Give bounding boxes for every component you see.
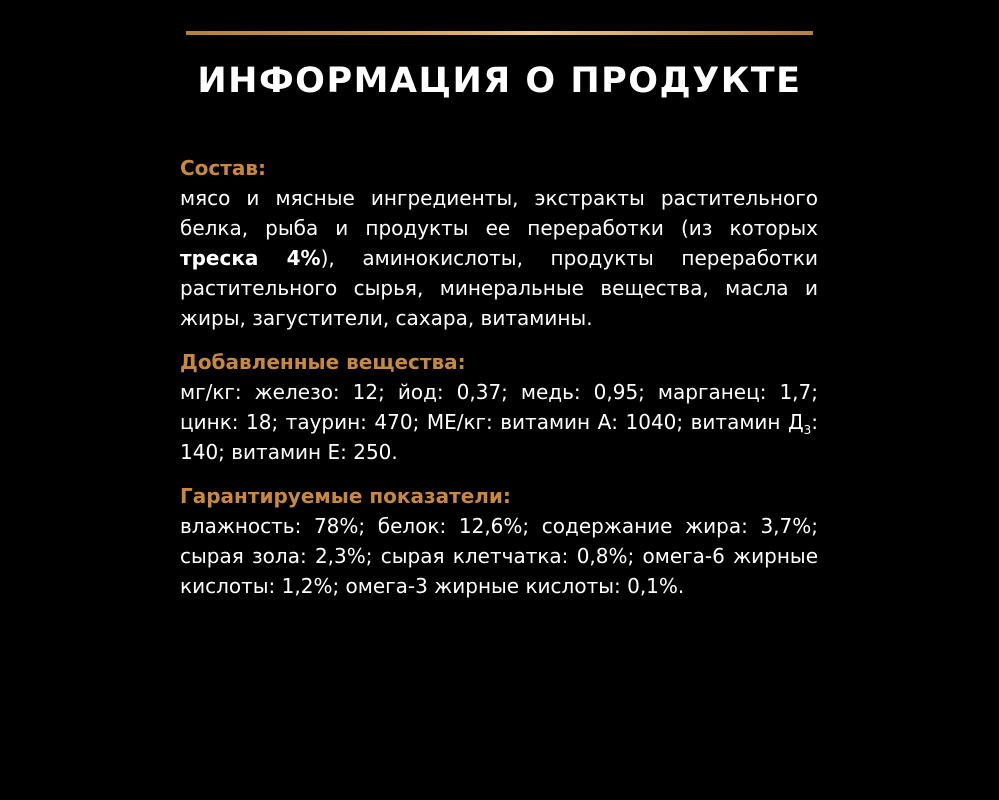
- additives-text: [180, 377, 818, 467]
- product-info-content: [180, 153, 818, 615]
- additives-heading: Добавленные вещества:: [180, 350, 466, 374]
- guaranteed-text: влажность: 78%; белок: 12,6%; содержание жира: 3,7%; сырая зола: 2,3%; сырая клетчатка: 0,8%; омега-6 жирные кислоты: 1,2%; омега-3 жирные кислоты: 0,1%.: [180, 514, 818, 598]
- composition-highlight: треска 4%: [180, 246, 321, 270]
- composition-text-start: мясо и мясные ингредиенты, экстракты растительного белка, рыба и продукты ее переработки (из которых: [180, 186, 818, 240]
- guaranteed-section: [180, 481, 818, 601]
- additives-section: [180, 347, 818, 467]
- page-title: ИНФОРМАЦИЯ О ПРОДУКТЕ: [197, 61, 802, 101]
- guaranteed-heading: Гарантируемые показатели:: [180, 484, 511, 508]
- composition-text: [180, 183, 818, 333]
- composition-text-end: ), аминокислоты, продукты переработки растительного сырья, минеральные вещества, масла и жиры, загустители, сахара, витамины.: [180, 246, 818, 330]
- top-gold-rule: [186, 31, 813, 35]
- additives-text-end: : 140; витамин Е: 250.: [180, 410, 818, 464]
- additives-text-start: мг/кг: железо: 12; йод: 0,37; медь: 0,95; марганец: 1,7; цинк: 18; таурин: 470; МЕ/кг: витамин А: 1040; витамин Д: [180, 380, 818, 434]
- composition-heading: Состав:: [180, 156, 267, 180]
- composition-section: [180, 153, 818, 333]
- vitamin-d-subscript: 3: [803, 423, 812, 437]
